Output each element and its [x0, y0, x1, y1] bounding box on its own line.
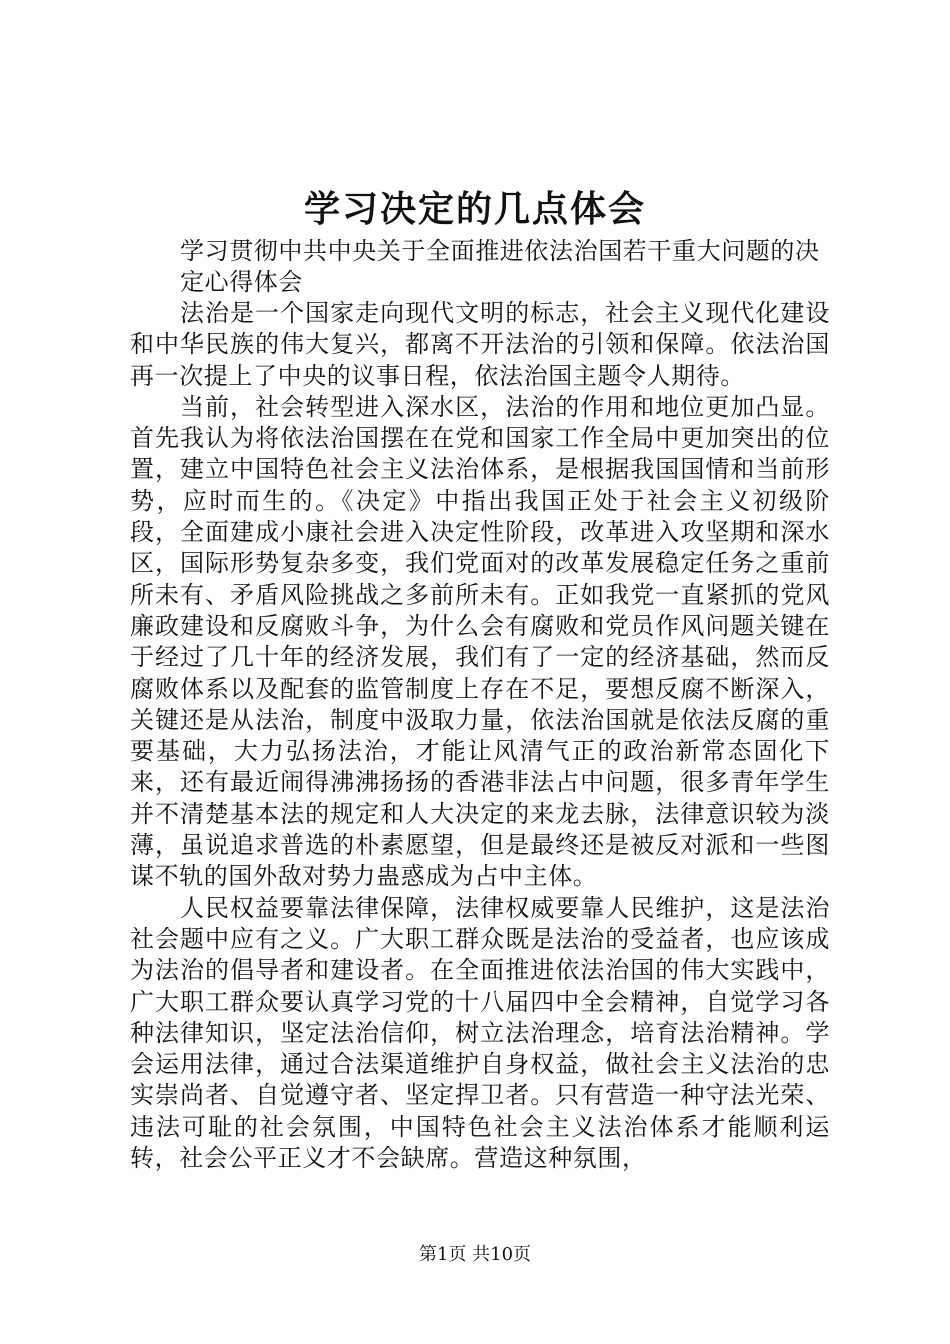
document-subtitle: 学习贯彻中共中央关于全面推进依法治国若干重大问题的决定心得体会: [180, 237, 820, 296]
paragraph-3: 人民权益要靠法律保障，法律权威要靠人民维护，这是法治社会题中应有之义。广大职工群众既是法治的受益者，也应该成为法治的倡导者和建设者。在全面推进依法治国的伟大实践中，广大职工群众要认真学习党的十八届四中全会精神，自觉学习各种法律知识，坚定法治信仰，树立法治理念，培育法治精神。学会运用法律，通过合法渠道维护自身权益，做社会主义法治的忠实崇尚者、自觉遵守者、坚定捍卫者。只有营造一种守法光荣、违法可耻的社会氛围，中国特色社会主义法治体系才能顺利运转，社会公平正义才不会缺席。营造这种氛围，: [130, 893, 830, 1173]
paragraph-2: 当前，社会转型进入深水区，法治的作用和地位更加凸显。首先我认为将依法治国摆在在党和国家工作全局中更加突出的位置，建立中国特色社会主义法治体系，是根据我国国情和当前形势，应时而生的。《决定》中指出我国正处于社会主义初级阶段，全面建成小康社会进入决定性阶段，改革进入攻坚期和深水区，国际形势复杂多变，我们党面对的改革发展稳定任务之重前所未有、矛盾风险挑战之多前所未有。正如我党一直紧抓的党风廉政建设和反腐败斗争，为什么会有腐败和党员作风问题关键在于经过了几十年的经济发展，我们有了一定的经济基础，然而反腐败体系以及配套的监管制度上存在不足，要想反腐不断深入，关键还是从法治，制度中汲取力量，依法治国就是依法反腐的重要基础，大力弘扬法治，才能让风清气正的政治新常态固化下来，还有最近闹得沸沸扬扬的香港非法占中问题，很多青年学生并不清楚基本法的规定和人大决定的来龙去脉，法律意识较为淡薄，虽说追求普选的朴素愿望，但是最终还是被反对派和一些图谋不轨的国外敌对势力蛊惑成为占中主体。: [130, 392, 830, 891]
paragraph-1: 法治是一个国家走向现代文明的标志，社会主义现代化建设和中华民族的伟大复兴，都离不开法治的引领和保障。依法治国再一次提上了中央的议事日程，依法治国主题令人期待。: [130, 299, 830, 390]
document-body: [130, 298, 830, 1174]
page-footer: 第1页 共10页: [418, 1244, 532, 1265]
page-title: 学习决定的几点体会: [303, 188, 646, 230]
